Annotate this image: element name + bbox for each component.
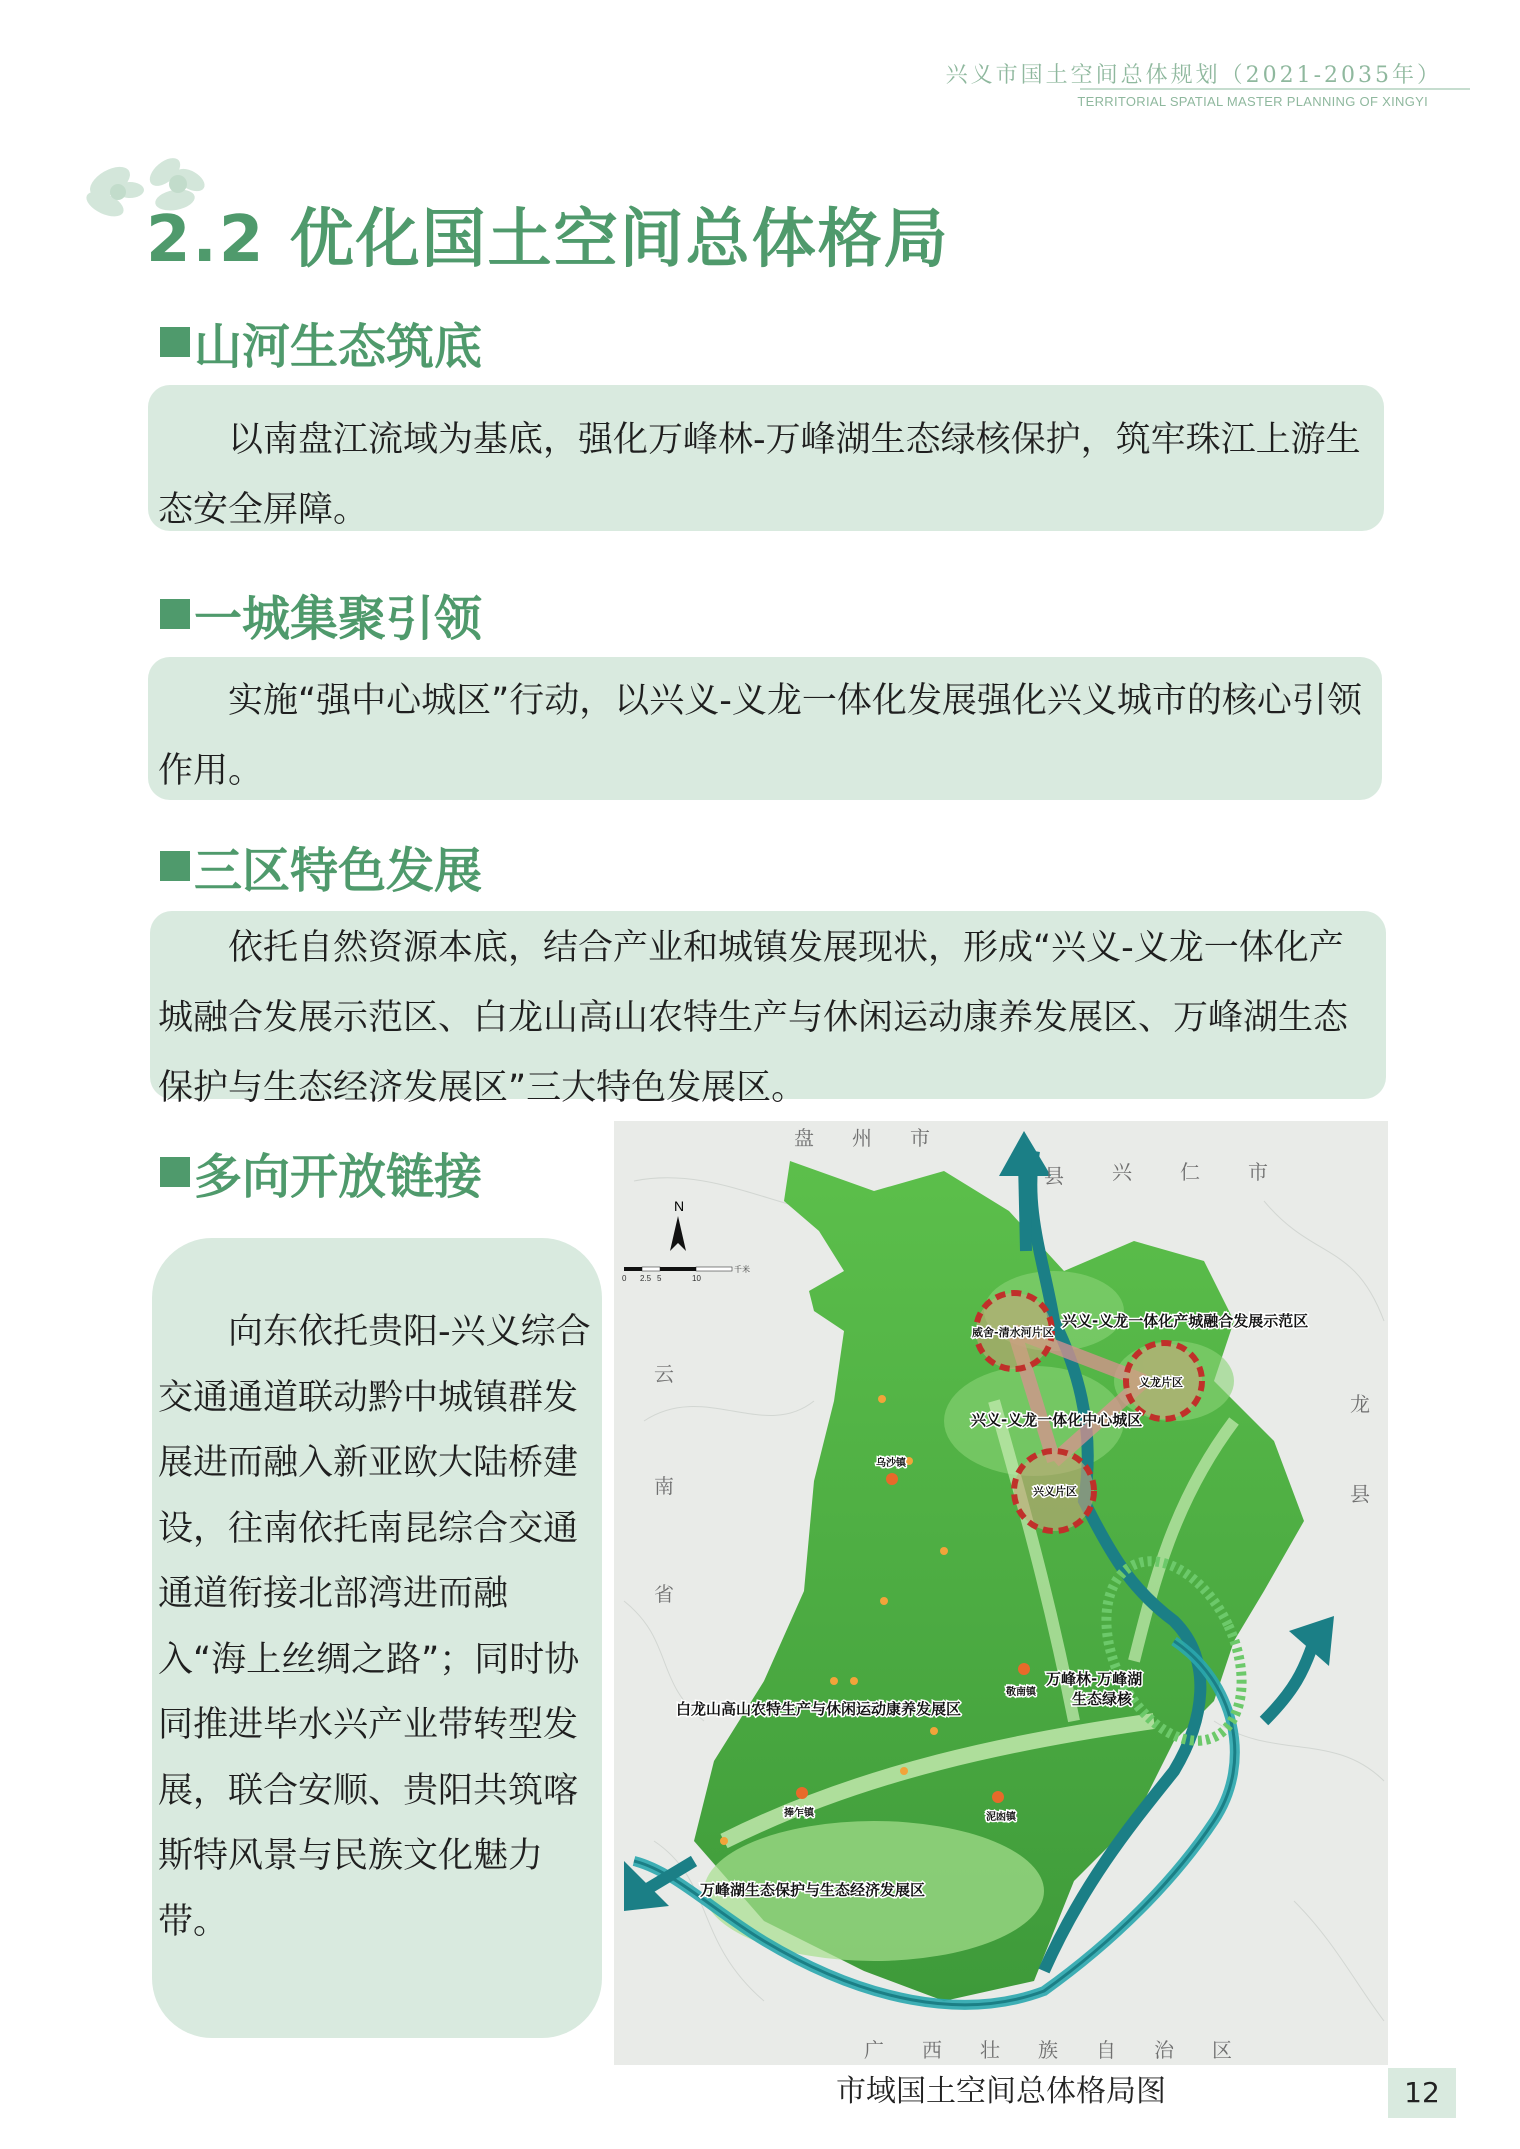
svg-text:0: 0 — [622, 1274, 627, 1283]
svg-text:泥凼镇: 泥凼镇 — [986, 1812, 1016, 1823]
zones-text: 依托自然资源本底，结合产业和城镇发展现状，形成“兴义-义龙一体化产城融合发展示范区、白龙山高山农特生产与休闲运动康养发展区、万峰湖生态保护与生态经济发展区”三大特色发展区。 — [158, 928, 1349, 1108]
svg-text:县: 县 — [1044, 1164, 1064, 1188]
page-number: 12 — [1388, 2068, 1456, 2118]
svg-text:市: 市 — [910, 1126, 930, 1150]
north-label: N — [674, 1198, 685, 1214]
subheading-ecology: 山河生态筑底 — [160, 308, 482, 377]
city-box — [148, 657, 1382, 800]
city-text: 实施“强中心城区”行动，以兴义-义龙一体化发展强化兴义城市的核心引领作用。 — [158, 681, 1362, 791]
ecology-text: 以南盘江流域为基底，强化万峰林-万峰湖生态绿核保护，筑牢珠江上游生态安全屏障。 — [158, 420, 1361, 530]
svg-text:千米: 千米 — [734, 1265, 750, 1274]
svg-text:乌沙镇: 乌沙镇 — [876, 1458, 906, 1469]
territory-pattern-map — [614, 1121, 1388, 2065]
svg-text:州: 州 — [852, 1126, 872, 1150]
header-title-cn: 兴义市国土空间总体规划（2021-2035年） — [945, 63, 1442, 88]
svg-text:自: 自 — [1096, 2038, 1116, 2062]
svg-text:白龙山高山农特生产与休闲运动康养发展区: 白龙山高山农特生产与休闲运动康养发展区 — [676, 1700, 962, 1718]
svg-text:兴: 兴 — [1112, 1160, 1132, 1184]
svg-text:南: 南 — [654, 1474, 674, 1498]
svg-text:龙: 龙 — [1350, 1392, 1370, 1416]
svg-text:万峰湖生态保护与生态经济发展区: 万峰湖生态保护与生态经济发展区 — [700, 1881, 926, 1899]
open-text: 向东依托贵阳-兴义综合交通通道联动黔中城镇群发展进而融入新亚欧大陆桥建设，往南依托南昆综合交通通道衔接北部湾进而融入“海上丝绸之路”；同时协同推进毕水兴产业带转型发展，联合安顺、贵阳共筑喀斯特风景与民族文化魅力带。 — [158, 1312, 591, 1942]
svg-text:万峰林-万峰湖: 万峰林-万峰湖 — [1046, 1670, 1143, 1688]
subheading-open: 多向开放链接 — [160, 1138, 482, 1207]
svg-text:10: 10 — [692, 1274, 701, 1283]
svg-text:市: 市 — [1248, 1160, 1268, 1184]
svg-text:生态绿核: 生态绿核 — [1072, 1690, 1133, 1708]
subheading-city: 一城集聚引领 — [160, 580, 482, 649]
svg-text:兴义-义龙一体化产城融合发展示范区: 兴义-义龙一体化产城融合发展示范区 — [1062, 1312, 1309, 1330]
svg-text:兴义-义龙一体化中心城区: 兴义-义龙一体化中心城区 — [971, 1411, 1143, 1429]
header-title-en: TERRITORIAL SPATIAL MASTER PLANNING OF XINGYI — [1077, 94, 1428, 109]
svg-text:敬南镇: 敬南镇 — [1006, 1687, 1036, 1698]
svg-text:威舍-清水河片区: 威舍-清水河片区 — [972, 1326, 1054, 1339]
header-divider — [1080, 88, 1470, 90]
svg-text:仁: 仁 — [1180, 1160, 1200, 1184]
svg-text:捧乍镇: 捧乍镇 — [784, 1808, 814, 1819]
scale-bar — [624, 1267, 732, 1271]
svg-text:云: 云 — [654, 1362, 674, 1386]
svg-text:2.5: 2.5 — [640, 1274, 652, 1283]
svg-text:西: 西 — [922, 2038, 942, 2062]
zones-box — [150, 911, 1386, 1108]
svg-text:义龙片区: 义龙片区 — [1139, 1376, 1183, 1389]
svg-text:省: 省 — [654, 1582, 674, 1606]
svg-text:兴义片区: 兴义片区 — [1033, 1485, 1077, 1498]
svg-text:县: 县 — [1350, 1482, 1370, 1506]
svg-text:区: 区 — [1212, 2038, 1232, 2062]
ecology-box — [148, 385, 1384, 531]
svg-text:族: 族 — [1038, 2038, 1058, 2062]
svg-text:盘: 盘 — [794, 1126, 814, 1150]
svg-text:5: 5 — [657, 1274, 662, 1283]
svg-text:壮: 壮 — [980, 2038, 1000, 2062]
svg-text:广: 广 — [864, 2038, 884, 2062]
section-title: 2.2 优化国土空间总体格局 — [146, 203, 950, 277]
subheading-zones: 三区特色发展 — [160, 832, 482, 901]
map-caption: 市域国土空间总体格局图 — [836, 2074, 1166, 2109]
open-box — [152, 1238, 602, 2038]
svg-text:治: 治 — [1154, 2038, 1174, 2062]
